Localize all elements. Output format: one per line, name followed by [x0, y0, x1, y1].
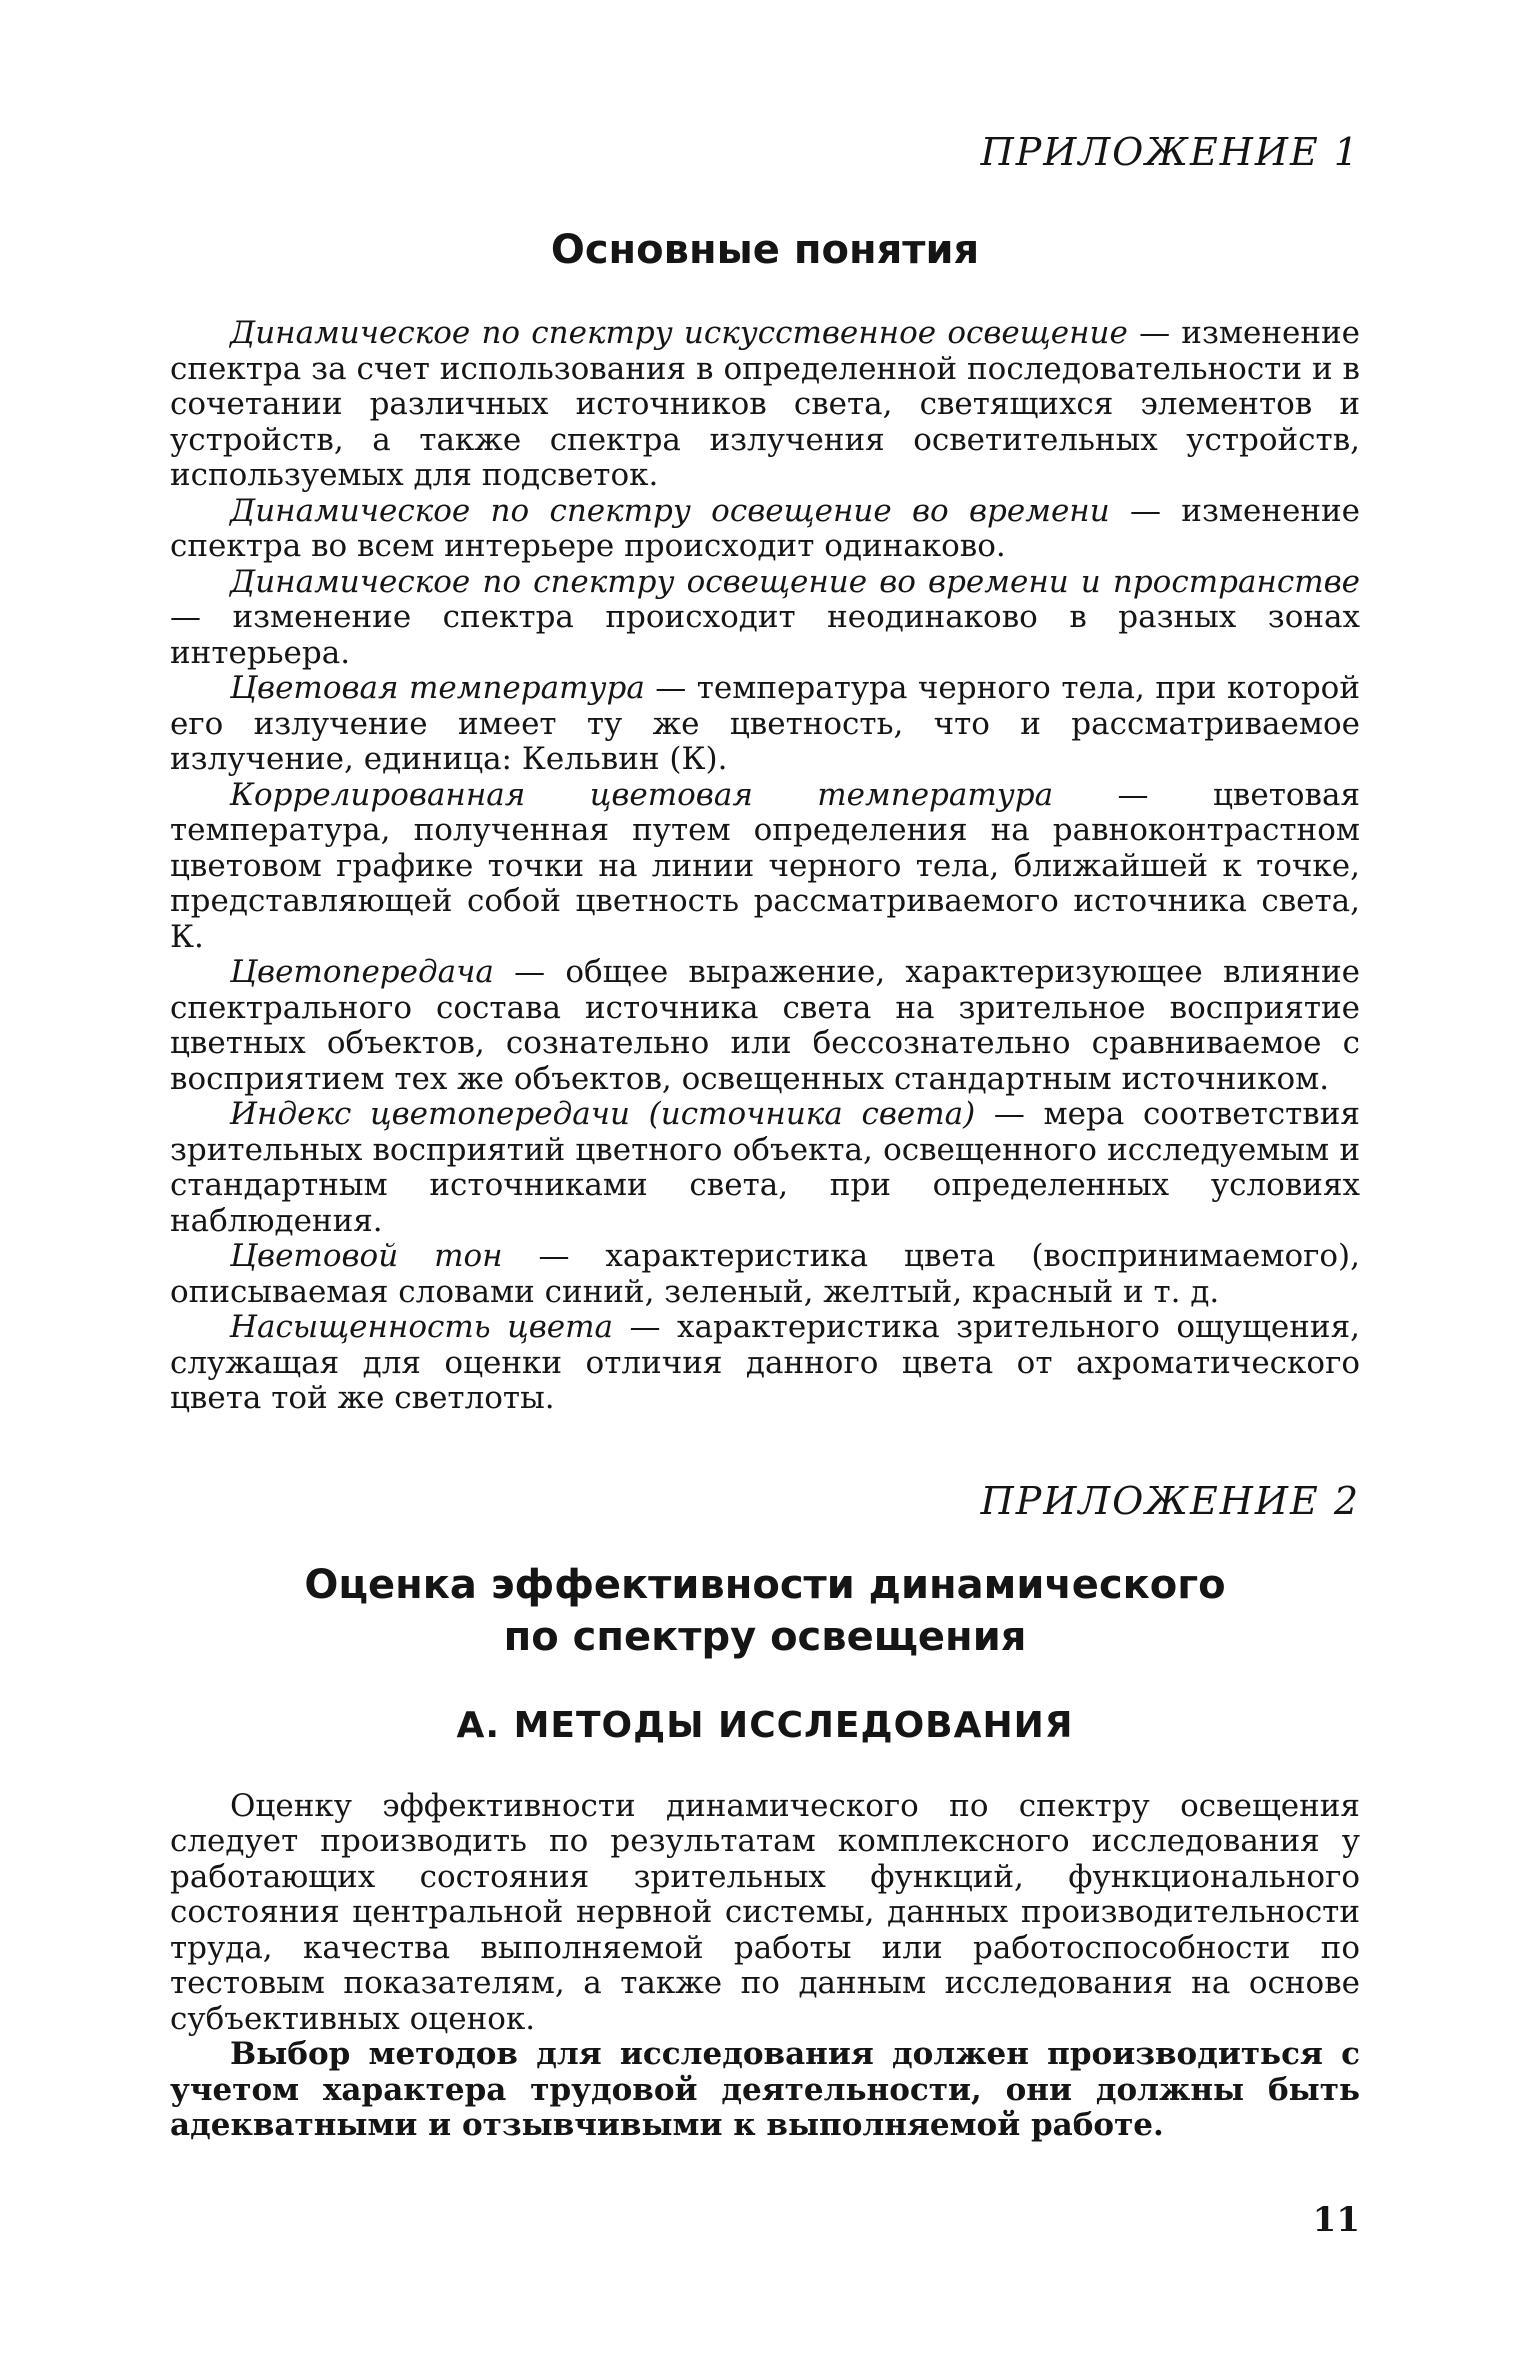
- appendix-2-body: [170, 1789, 1360, 2144]
- definition-text: — цветовая температура, полученная путем определения на равноконтрастном цветовом графике точки на линии черного тела, ближайшей к точке, представляющей собой цветность рассматриваемого источника света, К.: [170, 776, 1360, 955]
- definition-text: — изменение спектра во всем интерьере происходит одинаково.: [170, 492, 1360, 564]
- methods-paragraph: Оценку эффективности динамического по спектру освещения следует производить по результатам комплексного исследования у работающих состояния зрительных функций, функционального состояния центральной нервной системы, данных производительности труда, качества выполняемой работы или работоспособности по тестовым показателям, а также по данным исследования на основе субъективных оценок.: [170, 1787, 1360, 2037]
- appendix-2-title-line1: Оценка эффективности динамического: [304, 1561, 1226, 1608]
- definition-item: [170, 1239, 1360, 1310]
- definition-item: [170, 955, 1360, 1097]
- definition-text: — мера соответствия зрительных восприятий цветного объекта, освещенного исследуемым и стандартным источниками света, при определенных условиях наблюдения.: [170, 1096, 1360, 1239]
- definition-term: Насыщенность цвета: [230, 1309, 614, 1345]
- definition-term: Цветовая температура: [230, 670, 645, 706]
- definition-text: — общее выражение, характеризующее влияние спектрального состава источника света на зрительное восприятие цветных объектов, сознательно или бессознательно сравниваемое с восприятием тех же объектов, освещенных стандартным источником.: [170, 954, 1360, 1097]
- definition-item: [170, 1310, 1360, 1417]
- appendix-2-title: [170, 1559, 1360, 1663]
- definition-item: [170, 671, 1360, 778]
- definition-item: [170, 1097, 1360, 1239]
- definition-item: [170, 494, 1360, 565]
- definition-term: Цветопередача: [230, 954, 494, 990]
- definition-text: — температура черного тела, при которой его излучение имеет ту же цветность, что и рассматриваемое излучение, единица: Кельвин (К).: [170, 670, 1360, 777]
- appendix-2-title-line2: по спектру освещения: [503, 1613, 1027, 1660]
- definition-term: Коррелированная цветовая температура: [230, 776, 1054, 813]
- definition-text: — характеристика цвета (воспринимаемого), описываемая словами синий, зеленый, желтый, красный и т. д.: [170, 1238, 1360, 1310]
- subsection-title: А. МЕТОДЫ ИССЛЕДОВАНИЯ: [456, 1704, 1074, 1746]
- definition-term: Цветовой тон: [230, 1238, 503, 1274]
- definition-term: Динамическое по спектру искусственное освещение: [230, 315, 1128, 351]
- methods-choice-paragraph: Выбор методов для исследования должен производиться с учетом характера трудовой деятельности, они должны быть адекватными и отзывчивыми к выполняемой работе.: [170, 2036, 1360, 2143]
- definition-item: [170, 316, 1360, 494]
- definition-text: — изменение спектра за счет использования в определенной последовательности и в сочетании различных источников света, светящихся элементов и устройств, а также спектра излучения осветительных устройств, используемых для подсветок.: [170, 315, 1360, 493]
- appendix-1-label: ПРИЛОЖЕНИЕ 1: [980, 130, 1360, 174]
- page-content: [170, 130, 1360, 2144]
- definitions-list: [170, 316, 1360, 1417]
- definition-item: [170, 565, 1360, 672]
- page-number: 11: [1312, 2200, 1360, 2240]
- definition-item: [170, 778, 1360, 956]
- definition-text: — изменение спектра происходит неодинаково в разных зонах интерьера.: [170, 599, 1360, 671]
- appendix-1-title: Основные понятия: [550, 227, 980, 273]
- definition-term: Динамическое по спектру освещение во времени и пространстве: [230, 563, 1360, 600]
- definition-term: Динамическое по спектру освещение во времени: [230, 492, 1110, 529]
- definition-text: — характеристика зрительного ощущения, служащая для оценки отличия данного цвета от ахроматического цвета той же светлоты.: [170, 1309, 1361, 1416]
- definition-term: Индекс цветопередачи (источника света): [230, 1096, 976, 1132]
- appendix-2-label: ПРИЛОЖЕНИЕ 2: [980, 1478, 1360, 1523]
